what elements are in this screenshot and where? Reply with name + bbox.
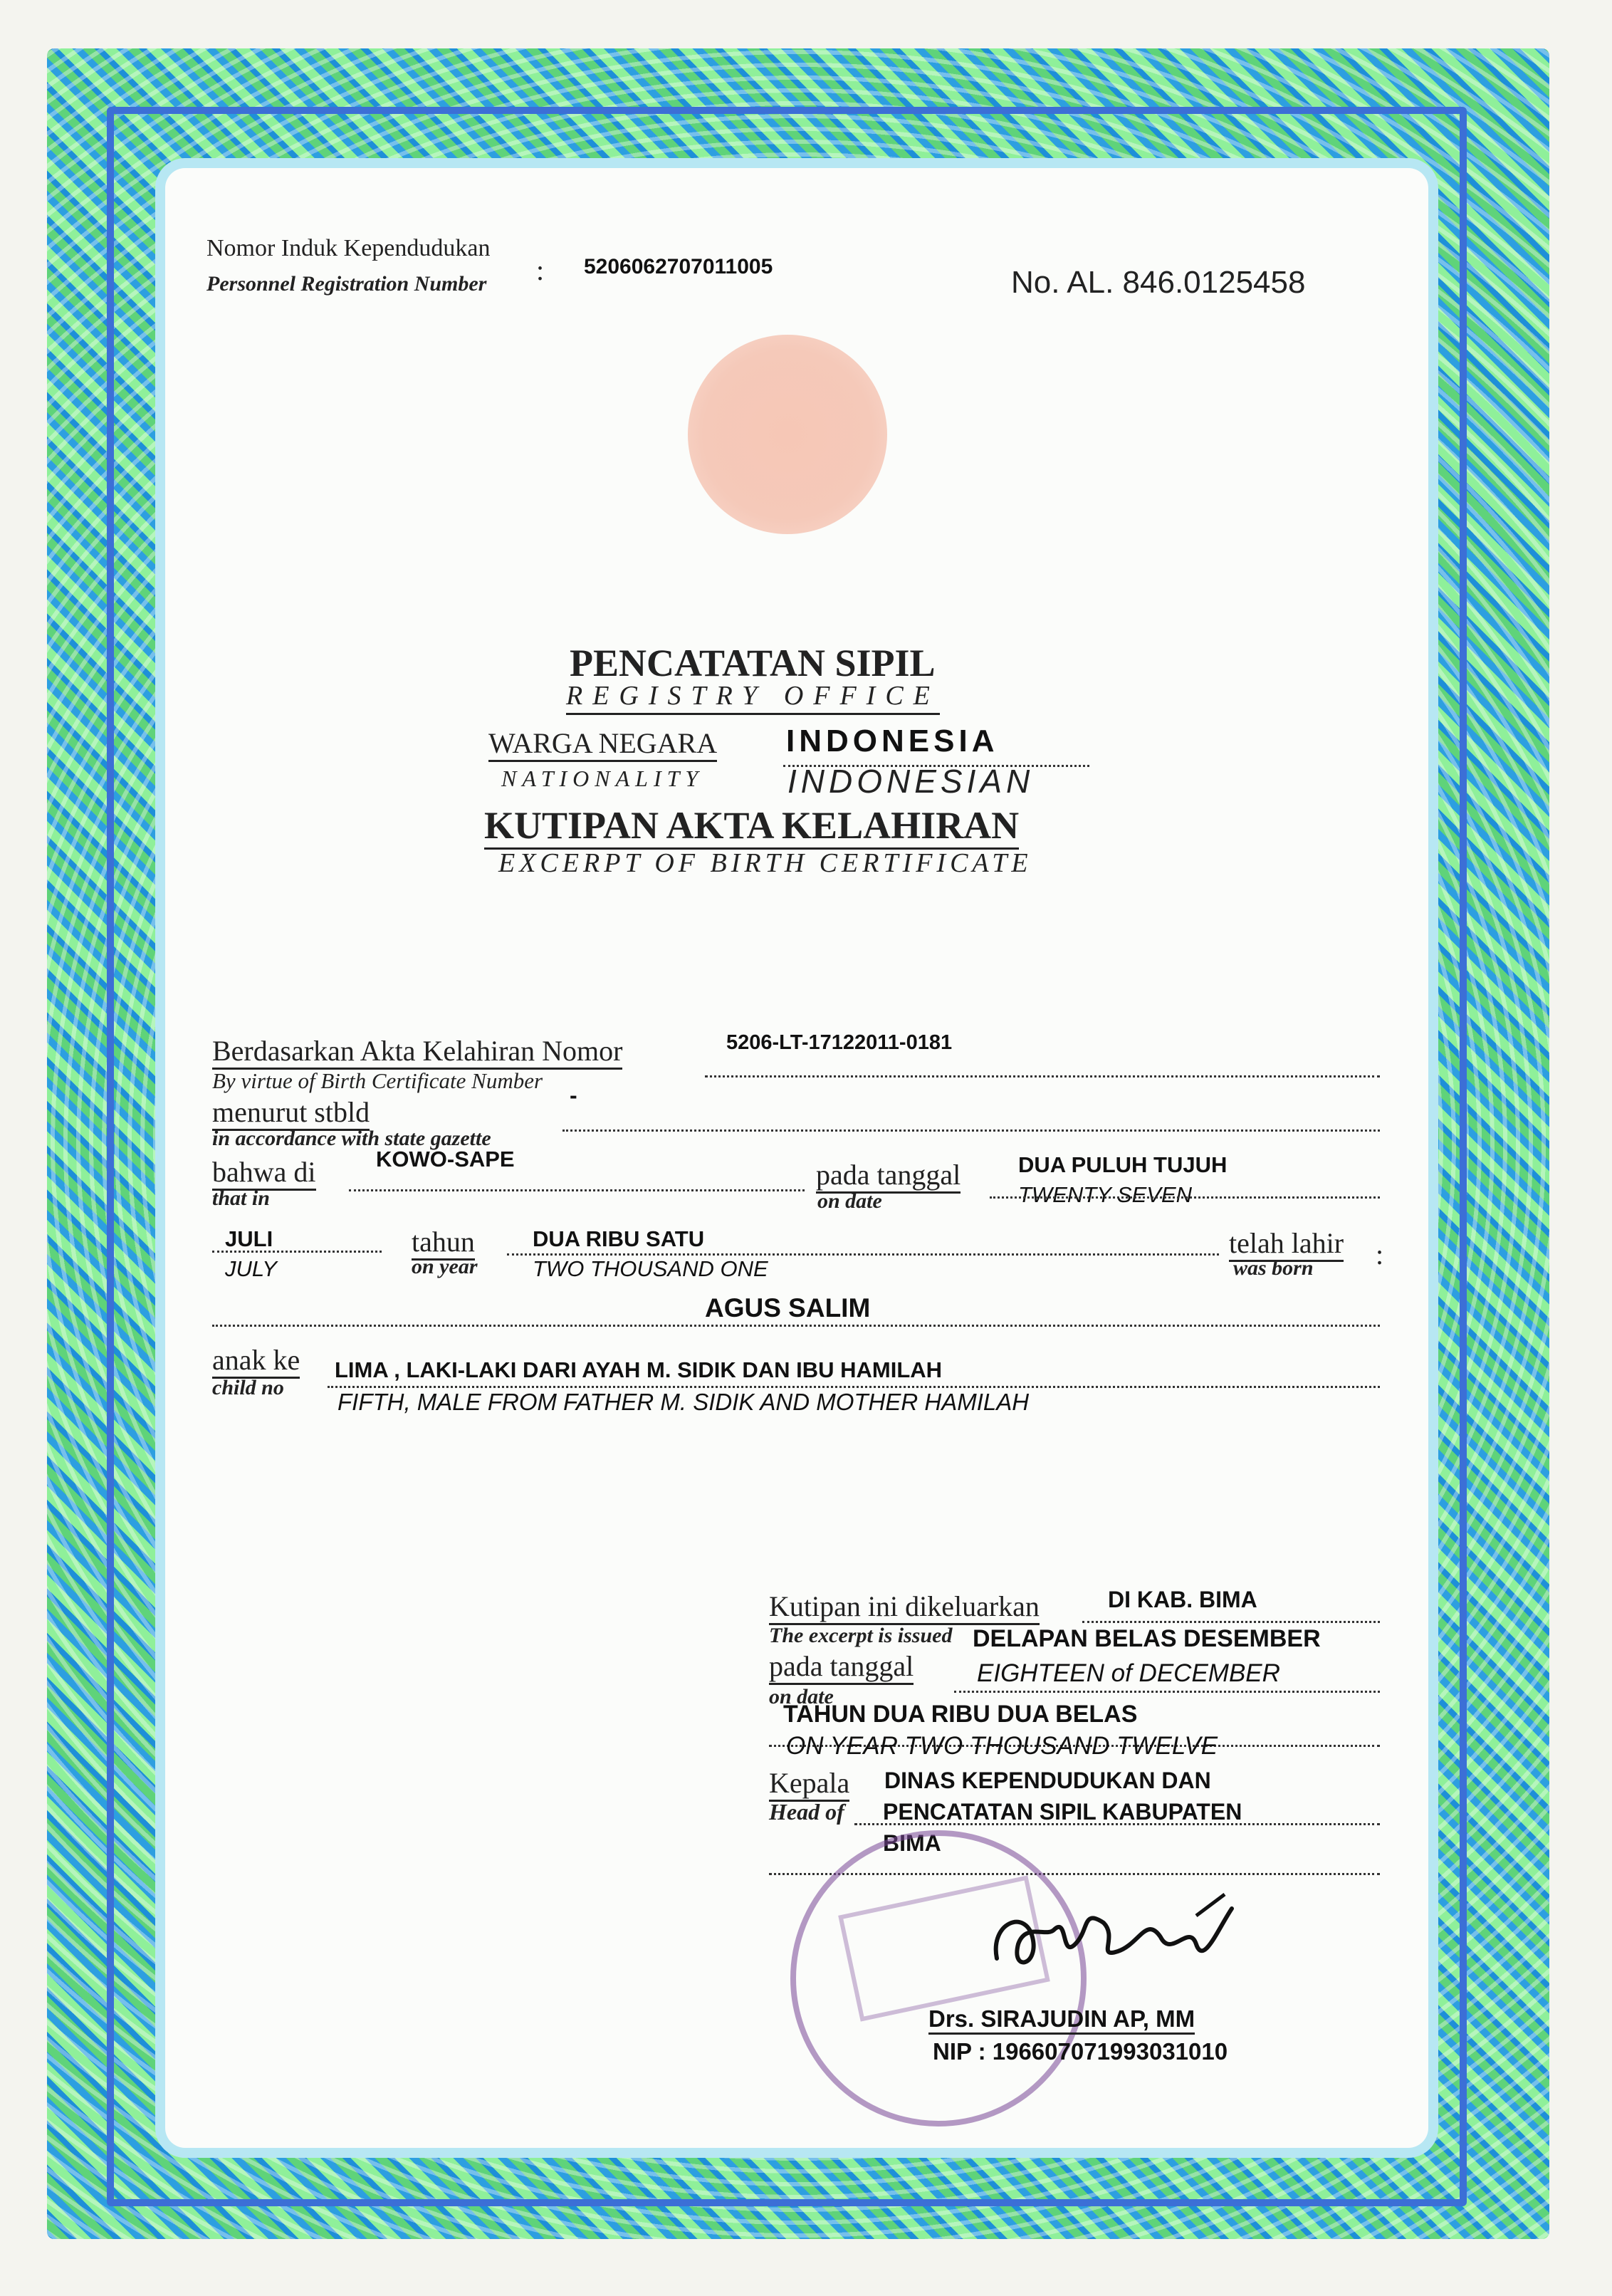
place-value: KOWO-SAPE (376, 1147, 515, 1172)
month-dots (212, 1251, 382, 1253)
nik-label-id: Nomor Induk Kependudukan (206, 235, 491, 261)
document-title-en: EXCERPT OF BIRTH CERTIFICATE (498, 848, 1032, 878)
child-value-en: FIFTH, MALE FROM FATHER M. SIDIK AND MOTHER HAMILAH (337, 1389, 1030, 1415)
issue-date-label: pada tanggal (769, 1649, 914, 1685)
place-label-en: that in (212, 1186, 270, 1210)
head-label-en: Head of (769, 1799, 844, 1825)
signatory-nip: NIP : 196607071993031010 (933, 2038, 1228, 2065)
issued-label: Kutipan ini dikeluarkan (769, 1590, 1040, 1625)
document-title: KUTIPAN AKTA KELAHIRAN (484, 803, 1019, 850)
day-dots (990, 1196, 1380, 1199)
place-label: bahwa di (212, 1155, 316, 1191)
cert-no-label: Berdasarkan Akta Kelahiran Nomor (212, 1034, 622, 1070)
issue-date-label-en: on date (769, 1685, 834, 1708)
nationality-value: INDONESIA (786, 724, 999, 758)
issue-date-value: DELAPAN BELAS DESEMBER (973, 1625, 1321, 1652)
cert-no-label-en: By virtue of Birth Certificate Number (212, 1068, 543, 1093)
stbld-dots (562, 1129, 1380, 1132)
child-label: anak ke (212, 1343, 300, 1379)
issue-year-value-en: ON YEAR TWO THOUSAND TWELVE (786, 1732, 1218, 1760)
child-dots (328, 1386, 1380, 1388)
child-name: AGUS SALIM (705, 1293, 871, 1322)
nationality-label-en: NATIONALITY (501, 766, 704, 791)
month-value-en: JULY (225, 1256, 277, 1281)
nationality-value-en: INDONESIAN (787, 763, 1035, 800)
head-dots (854, 1823, 1380, 1825)
issued-label-en: The excerpt is issued (769, 1624, 953, 1647)
day-value: DUA PULUH TUJUH (1018, 1152, 1228, 1177)
name-dots (212, 1325, 1380, 1327)
year-label-en: on year (412, 1255, 478, 1278)
nik-label-en: Personnel Registration Number (206, 272, 487, 296)
nik-colon: : (536, 254, 545, 286)
day-value-en: TWENTY SEVEN (1018, 1182, 1193, 1207)
issue-date-value-en: EIGHTEEN of DECEMBER (977, 1659, 1280, 1687)
year-value-en: TWO THOUSAND ONE (533, 1256, 768, 1281)
date-label: pada tanggal (816, 1158, 961, 1194)
year-value: DUA RIBU SATU (533, 1226, 705, 1251)
stbld-label: menurut stbld (212, 1095, 370, 1131)
head-value-line3: BIMA (883, 1830, 941, 1856)
nik-value: 5206062707011005 (584, 255, 773, 278)
born-colon: : (1376, 1238, 1384, 1270)
issued-place-dots (1082, 1621, 1380, 1623)
head-value-line2: PENCATATAN SIPIL KABUPATEN (883, 1799, 1242, 1825)
office-title-en: REGISTRY OFFICE (566, 680, 940, 715)
born-label: telah lahir (1229, 1226, 1344, 1262)
head-value-line1: DINAS KEPENDUDUKAN DAN (884, 1768, 1211, 1793)
cert-no-dots (705, 1075, 1380, 1077)
month-value: JULI (225, 1226, 273, 1251)
date-label-en: on date (817, 1189, 882, 1213)
child-label-en: child no (212, 1376, 284, 1399)
signature (983, 1880, 1253, 1994)
born-label-en: was born (1233, 1256, 1314, 1280)
stbld-label-en: in accordance with state gazette (212, 1127, 491, 1150)
issued-place: DI KAB. BIMA (1108, 1587, 1257, 1612)
cert-no-value: 5206-LT-17122011-0181 (726, 1031, 953, 1054)
issue-year-value: TAHUN DUA RIBU DUA BELAS (783, 1701, 1138, 1728)
year-dots (507, 1253, 1219, 1256)
embossed-seal (688, 335, 887, 534)
head-label: Kepala (769, 1766, 849, 1802)
signatory-name: Drs. SIRAJUDIN AP, MM (928, 2005, 1195, 2035)
stbld-value: - (570, 1082, 577, 1108)
nationality-label: WARGA NEGARA (488, 726, 717, 762)
serial-number: No. AL. 846.0125458 (1011, 265, 1306, 300)
year-label: tahun (412, 1225, 475, 1261)
issue-date-dots (954, 1691, 1380, 1693)
child-value: LIMA , LAKI-LAKI DARI AYAH M. SIDIK DAN IBU HAMILAH (335, 1357, 943, 1382)
place-dots (349, 1189, 805, 1191)
office-title: PENCATATAN SIPIL (570, 642, 936, 684)
